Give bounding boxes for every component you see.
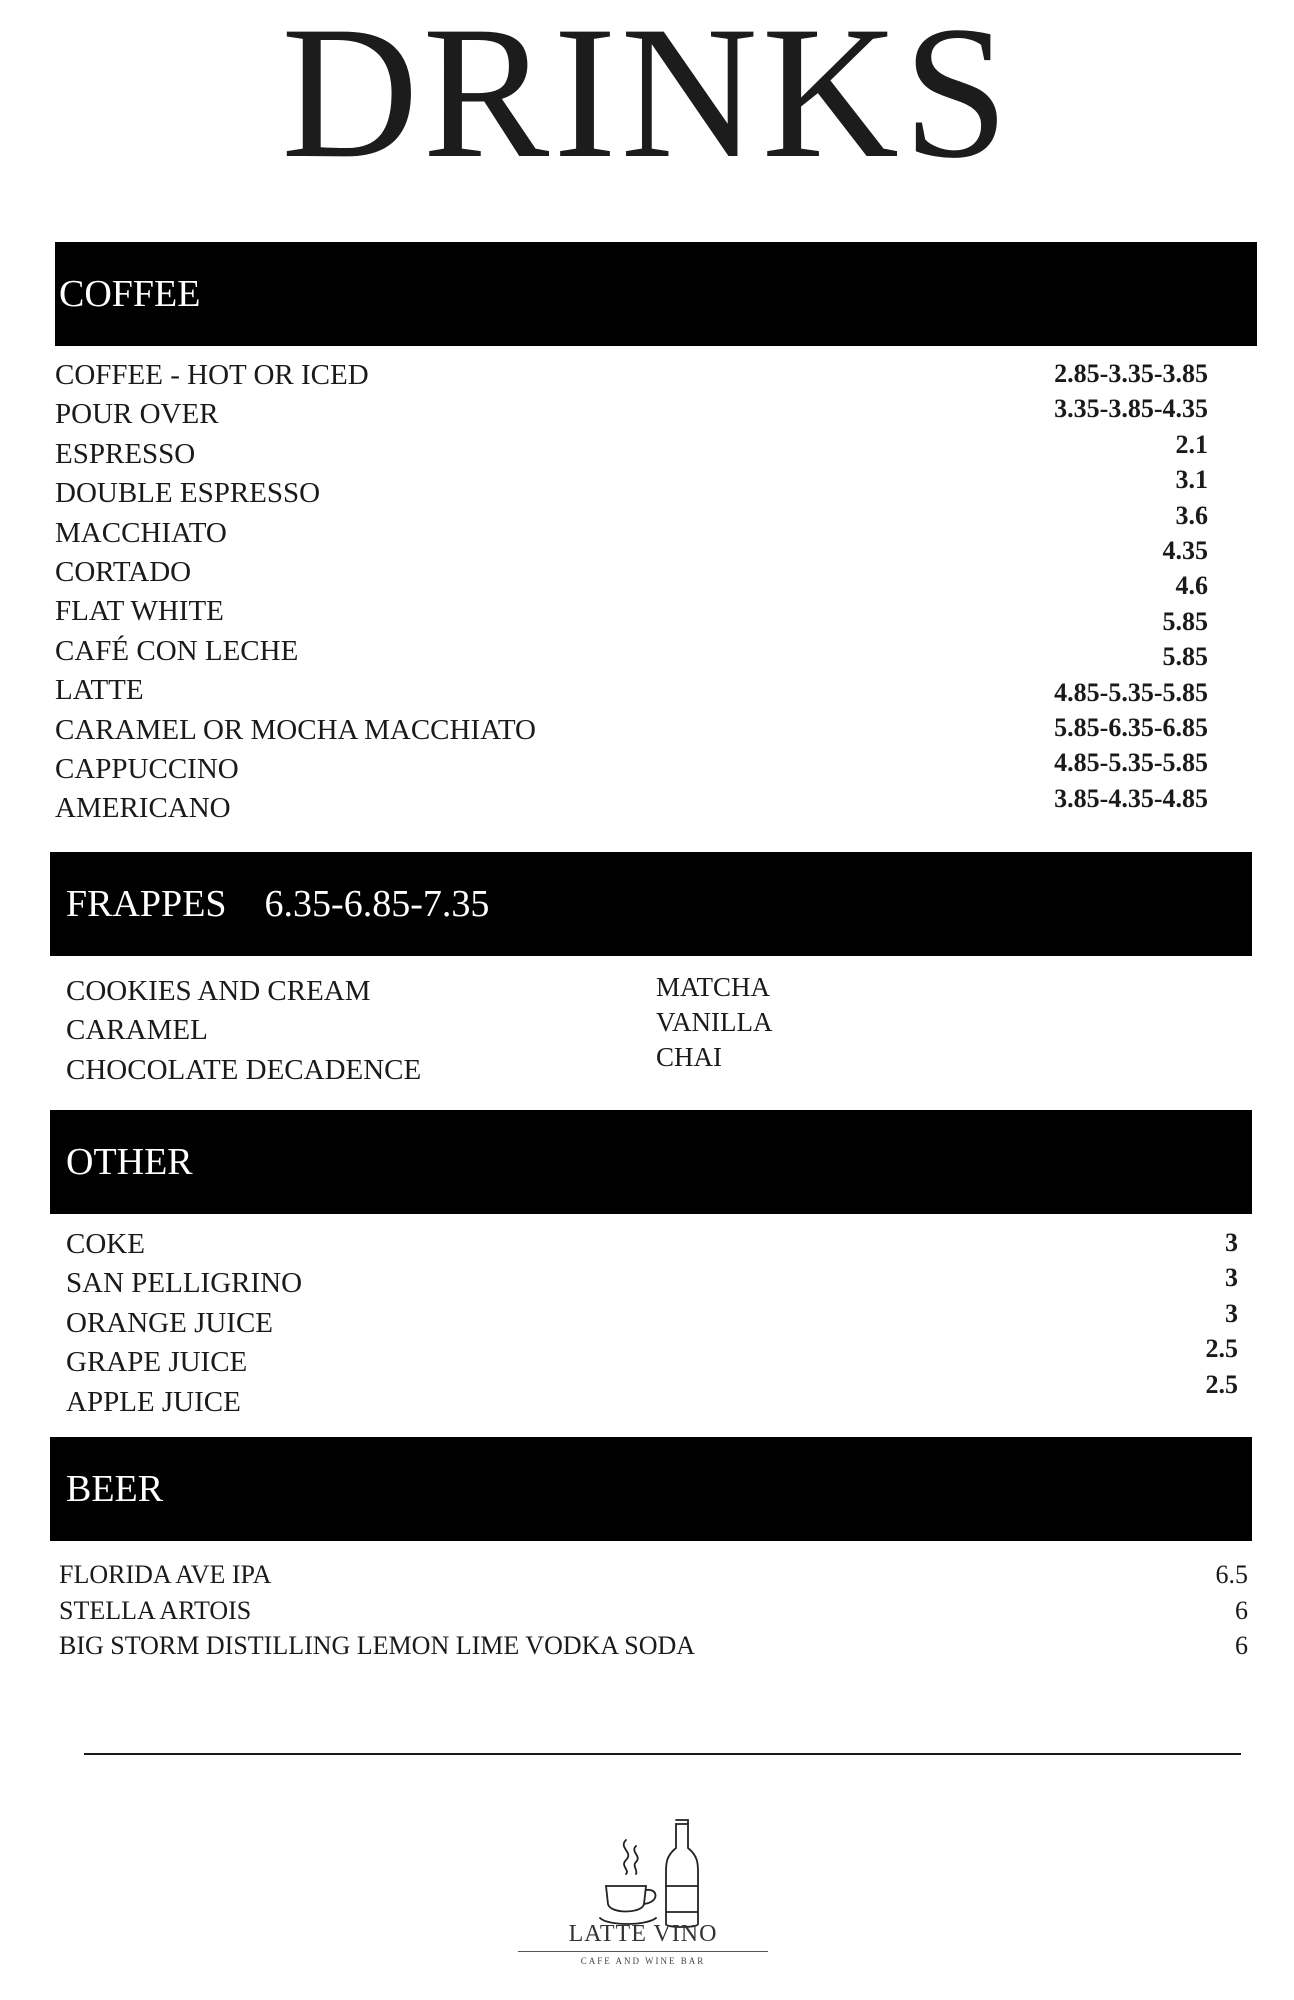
menu-item-price: 6.5 bbox=[1215, 1560, 1248, 1589]
other-price-list bbox=[1100, 1225, 1238, 1402]
other-heading: OTHER bbox=[66, 1141, 193, 1183]
menu-item-price: 3 bbox=[1225, 1298, 1238, 1328]
beer-item-list bbox=[59, 1557, 695, 1664]
menu-item-name: FLORIDA AVE IPA bbox=[59, 1560, 272, 1589]
menu-item-price: 5.85-6.35-6.85 bbox=[1054, 712, 1208, 742]
logo-tagline: CAFE AND WINE BAR bbox=[580, 1956, 706, 1966]
other-item-list bbox=[66, 1225, 302, 1422]
frappes-section-header bbox=[50, 852, 1252, 956]
frappe-flavor: COOKIES AND CREAM bbox=[66, 975, 371, 1007]
menu-item-price: 3.85-4.35-4.85 bbox=[1054, 783, 1208, 813]
menu-item-name: CARAMEL OR MOCHA MACCHIATO bbox=[55, 713, 536, 746]
menu-item-price: 3.6 bbox=[1175, 500, 1208, 530]
coffee-item-list bbox=[55, 356, 536, 829]
menu-item-price: 3.1 bbox=[1175, 465, 1208, 495]
menu-item-name: CAFÉ CON LECHE bbox=[55, 634, 299, 667]
menu-item-price: 5.85 bbox=[1162, 606, 1208, 636]
menu-item-price: 4.85-5.35-5.85 bbox=[1054, 748, 1208, 778]
menu-item-price: 4.35 bbox=[1162, 535, 1208, 565]
menu-item-name: APPLE JUICE bbox=[66, 1385, 241, 1418]
other-section-header bbox=[50, 1110, 1252, 1214]
menu-item-price: 4.85-5.35-5.85 bbox=[1054, 677, 1208, 707]
coffee-heading: COFFEE bbox=[59, 273, 201, 315]
frappe-flavor: CHOCOLATE DECADENCE bbox=[66, 1053, 422, 1086]
menu-item-price: 2.85-3.35-3.85 bbox=[1054, 359, 1208, 388]
menu-item-name: DOUBLE ESPRESSO bbox=[55, 477, 321, 510]
menu-item-price: 2.1 bbox=[1175, 429, 1208, 459]
footer-divider bbox=[84, 1753, 1241, 1755]
menu-item-price: 6 bbox=[1235, 1631, 1248, 1660]
menu-item-name: COKE bbox=[66, 1228, 145, 1260]
menu-item-name: CORTADO bbox=[55, 555, 192, 588]
coffee-section-header bbox=[55, 242, 1257, 346]
menu-item-name: FLAT WHITE bbox=[55, 595, 224, 628]
coffee-price-list bbox=[940, 356, 1208, 816]
frappes-price: 6.35-6.85-7.35 bbox=[264, 883, 490, 925]
menu-item-name: SAN PELLIGRINO bbox=[66, 1267, 303, 1300]
logo-underline bbox=[518, 1951, 768, 1952]
menu-item-price: 5.85 bbox=[1162, 642, 1208, 672]
menu-item-name: ESPRESSO bbox=[55, 437, 196, 470]
menu-item-name: MACCHIATO bbox=[55, 516, 227, 549]
page-title: DRINKS bbox=[281, 0, 1013, 198]
menu-item-name: GRAPE JUICE bbox=[66, 1346, 248, 1379]
menu-item-name: ORANGE JUICE bbox=[66, 1306, 274, 1339]
menu-item-name: STELLA ARTOIS bbox=[59, 1595, 252, 1625]
frappe-flavor: CARAMEL bbox=[66, 1014, 208, 1047]
menu-item-price: 4.6 bbox=[1175, 571, 1208, 601]
menu-item-price: 3 bbox=[1225, 1228, 1238, 1257]
menu-item-price: 6 bbox=[1235, 1595, 1248, 1625]
menu-item-price: 3 bbox=[1225, 1263, 1238, 1293]
frappes-heading: FRAPPES bbox=[66, 883, 227, 925]
frappe-flavor: VANILLA bbox=[656, 1007, 773, 1037]
frappe-flavor: MATCHA bbox=[656, 972, 771, 1002]
frappe-flavor: CHAI bbox=[656, 1042, 722, 1072]
menu-item-name: AMERICANO bbox=[55, 792, 231, 825]
menu-item-name: BIG STORM DISTILLING LEMON LIME VODKA SODA bbox=[59, 1631, 696, 1660]
menu-item-name: COFFEE - HOT OR ICED bbox=[55, 359, 369, 391]
frappes-right-list bbox=[656, 970, 773, 1075]
beer-heading: BEER bbox=[66, 1468, 164, 1510]
beer-price-list bbox=[1100, 1557, 1248, 1664]
logo-name: LATTE VINO bbox=[568, 1921, 718, 1947]
menu-item-name: CAPPUCCINO bbox=[55, 752, 239, 785]
frappes-left-list bbox=[66, 972, 421, 1090]
beer-section-header bbox=[50, 1437, 1252, 1541]
menu-item-name: LATTE bbox=[55, 674, 144, 707]
menu-item-price: 2.5 bbox=[1205, 1334, 1238, 1364]
menu-item-name: POUR OVER bbox=[55, 398, 219, 431]
menu-item-price: 3.35-3.85-4.35 bbox=[1054, 394, 1208, 424]
menu-item-price: 2.5 bbox=[1205, 1369, 1238, 1399]
